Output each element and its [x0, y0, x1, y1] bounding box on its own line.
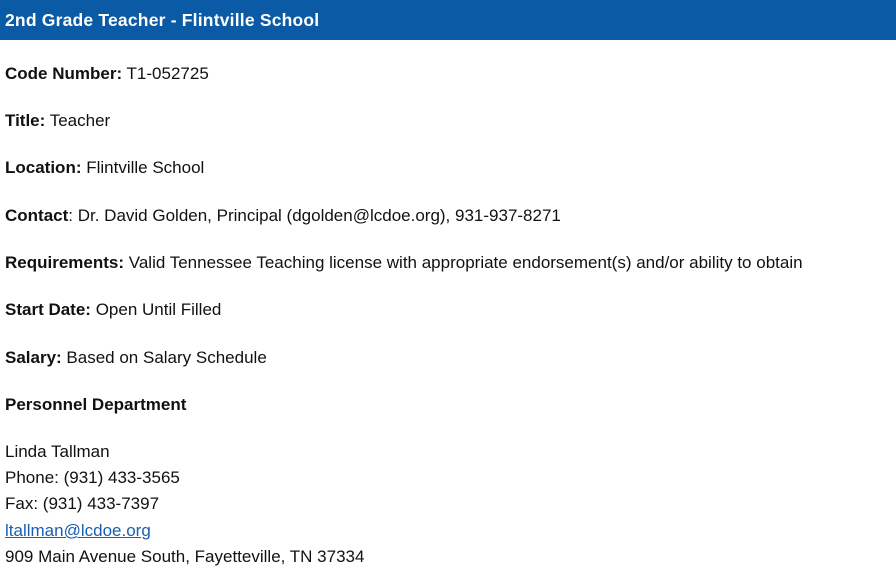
- job-title: 2nd Grade Teacher - Flintville School: [5, 9, 320, 30]
- location-value: Flintville School: [81, 158, 205, 177]
- personnel-heading: Personnel Department: [5, 395, 187, 414]
- start-date-row: [5, 299, 221, 321]
- salary-label: Salary:: [5, 348, 62, 367]
- contact-row: [5, 205, 561, 227]
- code-number-label: Code Number:: [5, 64, 123, 83]
- personnel-fax: Fax: (931) 433-7397: [5, 494, 160, 513]
- requirements-label: Requirements:: [5, 253, 125, 272]
- code-number-value: T1-052725: [122, 64, 209, 83]
- title-value: Teacher: [45, 111, 111, 130]
- salary-row: [5, 347, 267, 369]
- location-label: Location:: [5, 158, 82, 177]
- personnel-address: 909 Main Avenue South, Fayetteville, TN 37334: [5, 547, 365, 566]
- title-row: [5, 110, 110, 132]
- requirements-value: Valid Tennessee Teaching license with appropriate endorsement(s) and/or ability to obtain: [124, 253, 803, 272]
- contact-value: : Dr. David Golden, Principal (dgolden@lcdoe.org), 931-937-8271: [68, 206, 561, 225]
- personnel-phone: Phone: (931) 433-3565: [5, 468, 180, 487]
- contact-label: Contact: [5, 206, 69, 225]
- code-number-row: [5, 63, 209, 85]
- requirements-row: [5, 252, 803, 274]
- personnel-name: Linda Tallman: [5, 442, 110, 461]
- title-label: Title:: [5, 111, 46, 130]
- start-date-label: Start Date:: [5, 300, 91, 319]
- personnel-heading-row: [5, 394, 186, 416]
- location-row: [5, 157, 204, 179]
- personnel-email-row: [5, 520, 151, 542]
- salary-value: Based on Salary Schedule: [61, 348, 267, 367]
- job-title-header: [0, 0, 896, 40]
- start-date-value: Open Until Filled: [90, 300, 222, 319]
- personnel-email-link[interactable]: ltallman@lcdoe.org: [5, 521, 151, 540]
